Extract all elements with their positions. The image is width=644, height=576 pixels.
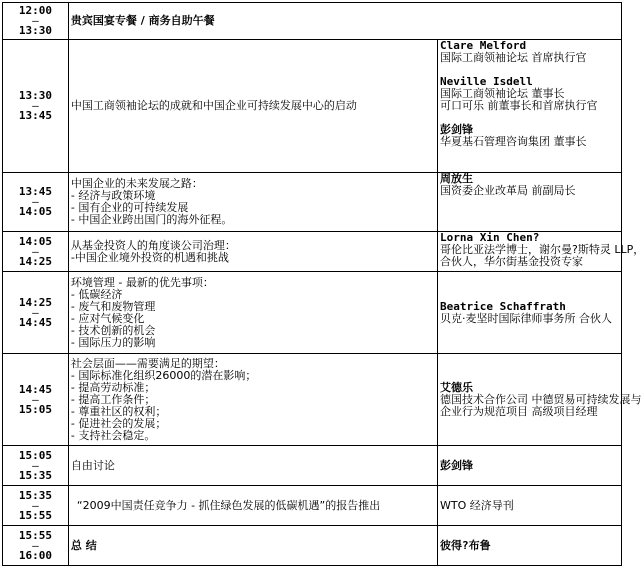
start-time: 14:25 [18,295,53,309]
topic-bullet: - 尊重社区的权利； [70,404,167,418]
topic-cell [68,486,437,526]
speaker-name: 彼得?布鲁 [440,538,491,552]
speaker-cell [438,272,622,354]
session-title: 环境管理 - 最新的优先事项： [70,275,214,289]
start-time: 15:55 [18,528,53,542]
end-time: 15:35 [18,468,53,482]
speaker-name: 彭剑锋 [440,123,474,136]
speaker-name: Lorna Xin Chen? [440,231,540,244]
topic-cell [68,232,437,272]
session-title: 社会层面——需要满足的期望： [70,356,225,370]
speaker-name: 周放生 [440,172,474,185]
session-title: 贵宾国宴专餐 / 商务自助午餐 [70,14,215,27]
start-time: 13:45 [18,185,53,198]
speaker-cell [438,173,622,232]
topic-bullet: - 经济与政策环境 [70,189,156,202]
speaker-title: 国际工商领袖论坛 董事长 [440,87,565,100]
speaker-name: Clare Melford [440,39,527,52]
end-time: 13:30 [18,24,53,37]
time-cell [3,446,69,486]
time-cell [3,232,69,272]
topic-bullet: - 促进社会的发展； [70,416,167,430]
topic-bullet: - 提高工作条件； [70,392,156,406]
end-time: 14:25 [18,254,53,268]
speaker-title: 合伙人，华尔街基金投资专家 [440,255,584,268]
session-title: “2009中国责任竞争力 - 抓住绿色发展的低碳机遇”的报告推出 [76,498,381,512]
speaker-title: WTO 经济导刊 [440,498,514,512]
speaker-name: 艾德乐 [440,380,474,394]
table-row [3,526,622,566]
time-separator: – [32,195,39,208]
topic-bullet: -中国企业境外投资的机遇和挑战 [70,250,229,264]
topic-cell [68,446,437,486]
session-title: 自由讨论 [70,458,115,472]
start-time: 12:00 [18,4,53,17]
end-time: 16:00 [18,548,53,562]
session-title: 中国工商领袖论坛的成就和中国企业可持续发展中心的启动 [70,99,357,112]
start-time: 15:05 [18,448,53,462]
speaker-name: 彭剑锋 [440,458,474,472]
start-time: 14:05 [18,234,53,248]
session-title: 从基金投资人的角度谈公司治理： [70,238,236,252]
session-title: 中国企业的未来发展之路： [70,177,203,190]
start-time: 13:30 [18,89,53,102]
time-cell [3,354,69,446]
speaker-title: 国资委企业改革局 前副局长 [440,184,576,197]
time-separator: – [32,14,39,27]
topic-bullet: - 国际标准化组织26000的潜在影响； [70,368,257,382]
time-cell [3,272,69,354]
topic-bullet: - 提高劳动标准； [70,380,156,394]
time-separator: – [32,305,39,319]
table-row [3,354,622,446]
speaker-title: 哥伦比亚法学博士，谢尔曼?斯特灵 LLP， [440,243,644,256]
end-time: 15:05 [18,402,53,416]
topic-bullet: - 支持社会稳定。 [70,428,156,442]
time-cell [3,526,69,566]
table-row [3,446,622,486]
topic-cell [68,526,437,566]
topic-bullet: - 中国企业跨出国门的海外征程。 [70,213,233,226]
time-separator: – [32,392,39,406]
speaker-title: 国际工商领袖论坛 首席执行官 [440,51,587,64]
start-time: 15:35 [18,488,53,502]
time-cell [3,173,69,232]
speaker-cell [438,40,622,173]
speaker-title: 华夏基石管理咨询集团 董事长 [440,135,587,148]
start-time: 14:45 [18,382,53,396]
speaker-title: 可口可乐 前董事长和首席执行官 [440,99,598,112]
speaker-cell [438,526,622,566]
session-title: 总 结 [70,538,97,552]
table-row [3,173,622,232]
table-row [3,232,622,272]
time-cell [3,486,69,526]
table-row [3,3,622,40]
speaker-name: Neville Isdell [440,75,533,88]
speaker-cell [438,354,642,446]
topic-bullet: - 低碳经济 [70,287,123,301]
end-time: 14:45 [18,315,53,329]
topic-bullet: - 应对气候变化 [70,311,145,325]
time-cell [3,40,69,173]
time-separator: – [32,538,39,552]
end-time: 13:45 [18,109,53,122]
topic-cell [68,173,437,232]
speaker-cell [438,446,622,486]
time-separator: – [32,99,39,112]
speaker-title: 德国技术合作公司 中德贸易可持续发展与 [440,392,642,406]
speaker-name: Beatrice Schaffrath [440,299,566,313]
table-row [3,486,622,526]
topic-cell [68,354,437,446]
speaker-cell [438,486,622,526]
topic-bullet: - 废气和废物管理 [70,299,156,313]
topic-cell [68,272,437,354]
topic-bullet: - 国际压力的影响 [70,335,156,349]
topic-cell [68,3,621,40]
topic-bullet: - 技术创新的机会 [70,323,156,337]
time-separator: – [32,458,39,472]
agenda-table [2,2,644,566]
time-separator: – [32,244,39,258]
topic-bullet: - 国有企业的可持续发展 [70,201,189,214]
time-cell [3,3,69,40]
table-row [3,272,622,354]
topic-cell [68,40,437,173]
speaker-title: 贝克·麦坚时国际律师事务所 合伙人 [440,311,613,325]
speaker-title: 企业行为规范项目 高级项目经理 [440,404,598,418]
table-row [3,40,622,173]
time-separator: – [32,498,39,512]
end-time: 14:05 [18,205,53,218]
end-time: 15:55 [18,508,53,522]
speaker-cell [438,231,644,272]
